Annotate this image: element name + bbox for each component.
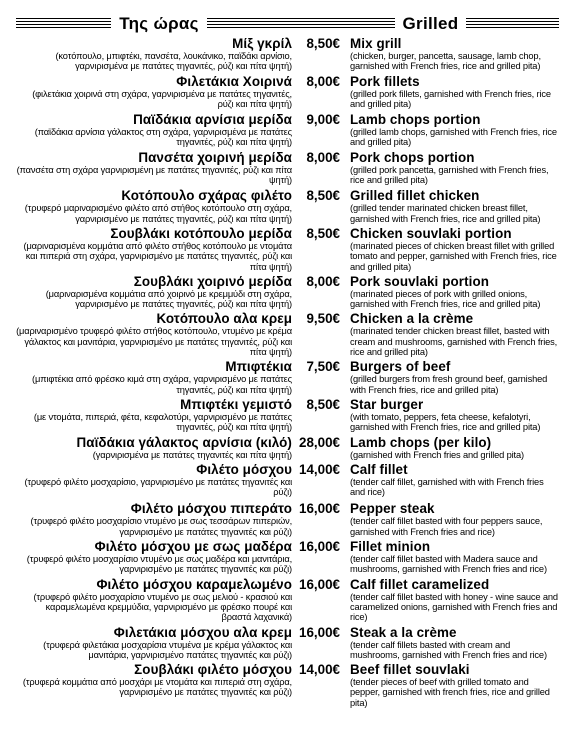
greek-column (16, 275, 292, 310)
greek-dish-description: (μπιφτέκια από φρέσκο κιμά στη σχάρα, γαρνιρισμένο με πατάτες τηγανιτές, ρύζι και πίτα ψητή) (32, 374, 292, 395)
greek-section-title: Της ώρας (119, 14, 199, 33)
menu-item (16, 463, 559, 498)
greek-dish-name: Φιλέτο μόσχου πιπεράτο (130, 501, 292, 517)
english-dish-description: (tender calf fillets basted with cream and mushrooms, garnished with French fries and rice) (350, 639, 547, 660)
greek-dish-name: Σουβλάκι κοτόπουλο μερίδα (110, 225, 292, 241)
greek-dish-name: Φιλέτο μόσχου καραμελωμένο (96, 576, 292, 592)
english-column (350, 398, 559, 433)
english-dish-description: (marinated tender chicken breast fillet, basted with cream and mushrooms, garnished with French fries, rice and grilled pita) (350, 326, 558, 358)
english-column (350, 227, 559, 272)
menu-item (16, 189, 559, 224)
greek-dish-description: (τρυφερό μαριναρισμένο φιλέτο από στήθος κοτόπουλο στη σχάρα, γαρνιρισμένο με πατάτες τηγανιτές, ρύζι και πίτα ψητή) (24, 203, 292, 224)
greek-dish-name: Φιλετάκια Χοιρινά (176, 73, 292, 89)
english-dish-name: Lamb chops portion (350, 112, 481, 128)
english-dish-name: Burgers of beef (350, 359, 451, 375)
menu-item (16, 275, 559, 310)
english-column (350, 463, 559, 498)
greek-column (16, 37, 292, 72)
greek-dish-name: Μίξ γκρίλ (232, 36, 292, 51)
menu-item (16, 626, 559, 661)
english-dish-name: Chicken a la crème (350, 311, 474, 327)
english-section-title: Grilled (402, 14, 459, 33)
menu-item (16, 663, 559, 708)
dish-price: 8,00€ (306, 73, 340, 89)
english-dish-name: Fillet minion (350, 539, 431, 555)
greek-dish-description: (τρυφερό φιλέτο μοσχαρίσιο ντυμένο με σως μελιού - κρασιού και καραμελωμένα κρεμμύδια, γαρνιρισμένο με φρέσκο πουρέ και βραστά λαχανικά) (33, 591, 292, 623)
dish-price: 16,00€ (299, 539, 340, 555)
menu-item (16, 398, 559, 433)
menu-items-list (16, 37, 559, 708)
english-dish-name: Pork souvlaki portion (350, 273, 490, 289)
english-dish-name: Pork chops portion (350, 149, 475, 165)
header-rule-left (16, 18, 111, 30)
greek-dish-description: (τρυφερό φιλέτο μοσχαρίσιο ντυμένο με σως μαδέρα και μανιτάρια, γαρνιρισμένο με πατάτες τηγανιτές και ρύζι) (26, 554, 292, 575)
dish-price: 8,50€ (306, 225, 340, 241)
english-dish-description: (tender calf fillet basted with four peppers sauce, garnished with French fries and rice) (350, 516, 543, 537)
greek-column (16, 626, 292, 661)
english-dish-name: Calf fillet caramelized (350, 576, 490, 592)
english-dish-description: (grilled tender marinated chicken breast fillet, garnished with French fries, rice and grilled pita) (350, 203, 541, 224)
greek-dish-name: Παϊδάκια γάλακτος αρνίσια (κιλό) (76, 434, 292, 450)
dish-price: 8,50€ (306, 36, 340, 51)
dish-price: 16,00€ (299, 501, 340, 517)
dish-price: 14,00€ (299, 662, 340, 678)
greek-column (16, 578, 292, 623)
english-dish-description: (grilled pork pancetta, garnished with French fries, rice and grilled pita) (350, 164, 549, 186)
english-dish-description: (grilled burgers from fresh ground beef, garnished with French fries, rice and grilled pita) (350, 374, 548, 395)
english-column (350, 360, 559, 395)
english-dish-name: Mix grill (350, 36, 402, 51)
english-dish-description: (chicken, burger, pancetta, sausage, lamb chop, garnished with French fries, rice and grilled pita) (350, 51, 541, 72)
greek-dish-name: Μπιφτέκι γεμιστό (180, 396, 292, 412)
dish-price: 16,00€ (299, 624, 340, 640)
greek-dish-description: (μαριναρισμένα κομμάτια από φιλέτο στήθος κοτόπουλο με ντομάτα και πιπεριά στη σχάρα, γαρνιρισμένο με πατάτες τηγανιτές, ρύζι και πίτα ψητή) (23, 240, 292, 272)
dish-price: 9,50€ (306, 311, 340, 327)
header-rule-middle-right (302, 18, 395, 30)
greek-dish-description: (με ντομάτα, πιπεριά, φέτα, κεφαλοτύρι, γαρνιρισμένο με πατάτες τηγανιτές, ρύζι και πίτα ψητή) (33, 411, 292, 433)
english-dish-name: Star burger (350, 396, 424, 412)
greek-dish-name: Φιλετάκια μόσχου αλα κρεμ (113, 624, 292, 640)
english-dish-name: Calf fillet (350, 461, 408, 477)
menu-item (16, 227, 559, 272)
english-column (350, 189, 559, 224)
menu-item (16, 502, 559, 537)
english-dish-name: Lamb chops (per kilo) (350, 434, 492, 450)
greek-dish-description: (τρυφερό φιλέτο μοσχαρίσιο ντυμένο με σως τεσσάρων πιπεριών, γαρνιρισμένο με πατάτες τηγανιτές και ρύζι) (30, 516, 292, 537)
english-dish-description: (grilled lamb chops, garnished with French fries, rice and grilled pita) (350, 127, 557, 148)
greek-column (16, 436, 292, 460)
english-dish-name: Pork fillets (350, 73, 420, 89)
greek-column (16, 312, 292, 357)
menu-item (16, 75, 559, 110)
english-column (350, 275, 559, 310)
greek-dish-description: (τρυφερό φιλέτο μοσχαρίσιο, γαρνιρισμένο με πατάτες τηγανιτές και ρύζι) (24, 476, 292, 498)
english-column (350, 626, 559, 661)
greek-column (16, 360, 292, 395)
dish-price: 8,50€ (306, 188, 340, 204)
dish-price: 28,00€ (299, 434, 340, 450)
menu-item (16, 540, 559, 575)
english-column (350, 312, 559, 357)
greek-column (16, 189, 292, 224)
english-dish-name: Steak a la crème (350, 624, 457, 640)
greek-column (16, 75, 292, 110)
dish-price: 14,00€ (299, 461, 340, 477)
greek-dish-description: (γαρνιρισμένα με πατάτες τηγανιτές και πίτα ψητή) (92, 449, 292, 460)
greek-dish-name: Σουβλάκι χοιρινό μερίδα (133, 273, 292, 289)
greek-dish-description: (φιλετάκια χοιρινά στη σχάρα, γαρνιρισμένα με πατάτες τηγανιτές, ρύζι και πίτα ψητή) (32, 88, 292, 109)
english-column (350, 502, 559, 537)
greek-dish-description: (τρυφερά φιλετάκια μοσχαρίσια ντυμένα με κρέμα γάλακτος και μανιτάρια, γαρνιρισμένο πατάτες τηγανιτές και ρύζι) (43, 639, 292, 660)
menu-item (16, 360, 559, 395)
greek-column (16, 113, 292, 148)
header-rule-middle-left (207, 18, 302, 30)
english-dish-description: (tender calf fillet basted with honey - wine sauce and caramelized onions, garnished with French fries and rice) (350, 591, 558, 623)
greek-dish-description: (τρυφερά κομμάτια από μοσχάρι με ντομάτα και πιπεριά στη σχάρα, γαρνιρισμένο με πατάτες τηγανιτές και ρύζι) (22, 677, 292, 698)
english-dish-name: Beef fillet souvlaki (350, 662, 470, 678)
greek-dish-description: (μαριναρισμένα κομμάτια από χοιρινό με κρεμμύδι στη σχάρα, γαρνιρισμένο με πατάτες τηγανιτές, ρύζι και πίτα ψητή) (45, 288, 292, 310)
english-dish-description: (tender calf fillet, garnished with with French fries and rice) (350, 476, 544, 498)
header-rule-right (466, 18, 559, 30)
dish-price: 7,50€ (306, 359, 340, 375)
english-dish-description: (marinated pieces of chicken breast fillet with grilled tomato and pepper, garnished with French fries, rice and grilled pita) (350, 240, 557, 272)
greek-dish-name: Φιλέτο μόσχου (196, 461, 292, 477)
english-header (302, 14, 559, 34)
dish-price: 16,00€ (299, 576, 340, 592)
dish-price: 8,50€ (306, 396, 340, 412)
greek-column (16, 540, 292, 575)
greek-dish-name: Παϊδάκια αρνίσια μερίδα (133, 112, 292, 128)
menu-item (16, 312, 559, 357)
english-column (350, 37, 559, 72)
greek-dish-description: (μαριναρισμένο τρυφερό φιλέτο στήθος κοτόπουλο, ντυμένο με κρέμα γάλακτος και μανιτάρια, γαρνιρισμένο με πατάτες τηγανιτές, ρύζι και πίτα ψητή) (16, 326, 292, 358)
greek-dish-name: Κοτόπουλο αλα κρεμ (156, 311, 292, 327)
english-column (350, 75, 559, 110)
english-dish-description: (tender calf fillet basted with Madera sauce and mushrooms, garnished with French fries and rice) (350, 554, 547, 575)
dish-price: 8,00€ (306, 273, 340, 289)
greek-column (16, 463, 292, 498)
greek-dish-description: (πανσέτα στη σχάρα γαρνιρισμένη με πατάτες τηγανιτές, ρύζι και πίτα ψητή) (16, 164, 292, 186)
menu-item (16, 151, 559, 186)
greek-dish-name: Σουβλάκι φιλέτο μόσχου (134, 662, 292, 678)
english-dish-description: (tender pieces of beef with grilled tomato and pepper, garnished with french fries, rice and grilled pita) (350, 677, 550, 708)
english-column (350, 578, 559, 623)
greek-header (16, 14, 302, 34)
english-dish-description: (grilled pork fillets, garnished with French fries, rice and grilled pita) (350, 88, 551, 109)
english-dish-description: (marinated pieces of pork with grilled onions, garnished with French fries, rice and grilled pita) (350, 288, 541, 310)
dish-price: 8,00€ (306, 149, 340, 165)
greek-dish-name: Πανσέτα χοιρινή μερίδα (138, 149, 292, 165)
greek-dish-name: Μπιφτέκια (225, 359, 292, 375)
greek-dish-description: (παϊδάκια αρνίσια γάλακτος στη σχάρα, γαρνιρισμένα με πατάτες τηγανιτές, ρύζι και πίτα ψητή) (34, 127, 292, 148)
menu-header (16, 14, 559, 34)
menu-item (16, 578, 559, 623)
greek-column (16, 502, 292, 537)
greek-dish-name: Φιλέτο μόσχου με σως μαδέρα (94, 539, 292, 555)
english-column (350, 151, 559, 186)
english-dish-description: (garnished with French fries and grilled pita) (350, 449, 524, 460)
english-column (350, 113, 559, 148)
english-dish-description: (with tomato, peppers, feta cheese, kefalotyri, garnished with French fries, rice and grilled pita) (350, 411, 541, 433)
english-dish-name: Chicken souvlaki portion (350, 225, 512, 241)
greek-column (16, 663, 292, 698)
greek-dish-name: Κοτόπουλο σχάρας φιλέτο (121, 188, 292, 204)
dish-price: 9,00€ (306, 112, 340, 128)
menu-item (16, 37, 559, 72)
english-column (350, 436, 559, 460)
english-column (350, 540, 559, 575)
english-dish-name: Grilled fillet chicken (350, 188, 480, 204)
greek-column (16, 398, 292, 433)
menu-item (16, 436, 559, 460)
english-column (350, 663, 559, 708)
greek-dish-description: (κοτόπουλο, μπιφτέκι, πανσέτα, λουκάνικο, παϊδάκι αρνίσιο, γαρνιρισμένα με πατάτες τηγανιτές, ρύζι και πίτα ψητή) (55, 51, 292, 72)
greek-column (16, 151, 292, 186)
english-dish-name: Pepper steak (350, 501, 435, 517)
greek-column (16, 227, 292, 272)
menu-item (16, 113, 559, 148)
